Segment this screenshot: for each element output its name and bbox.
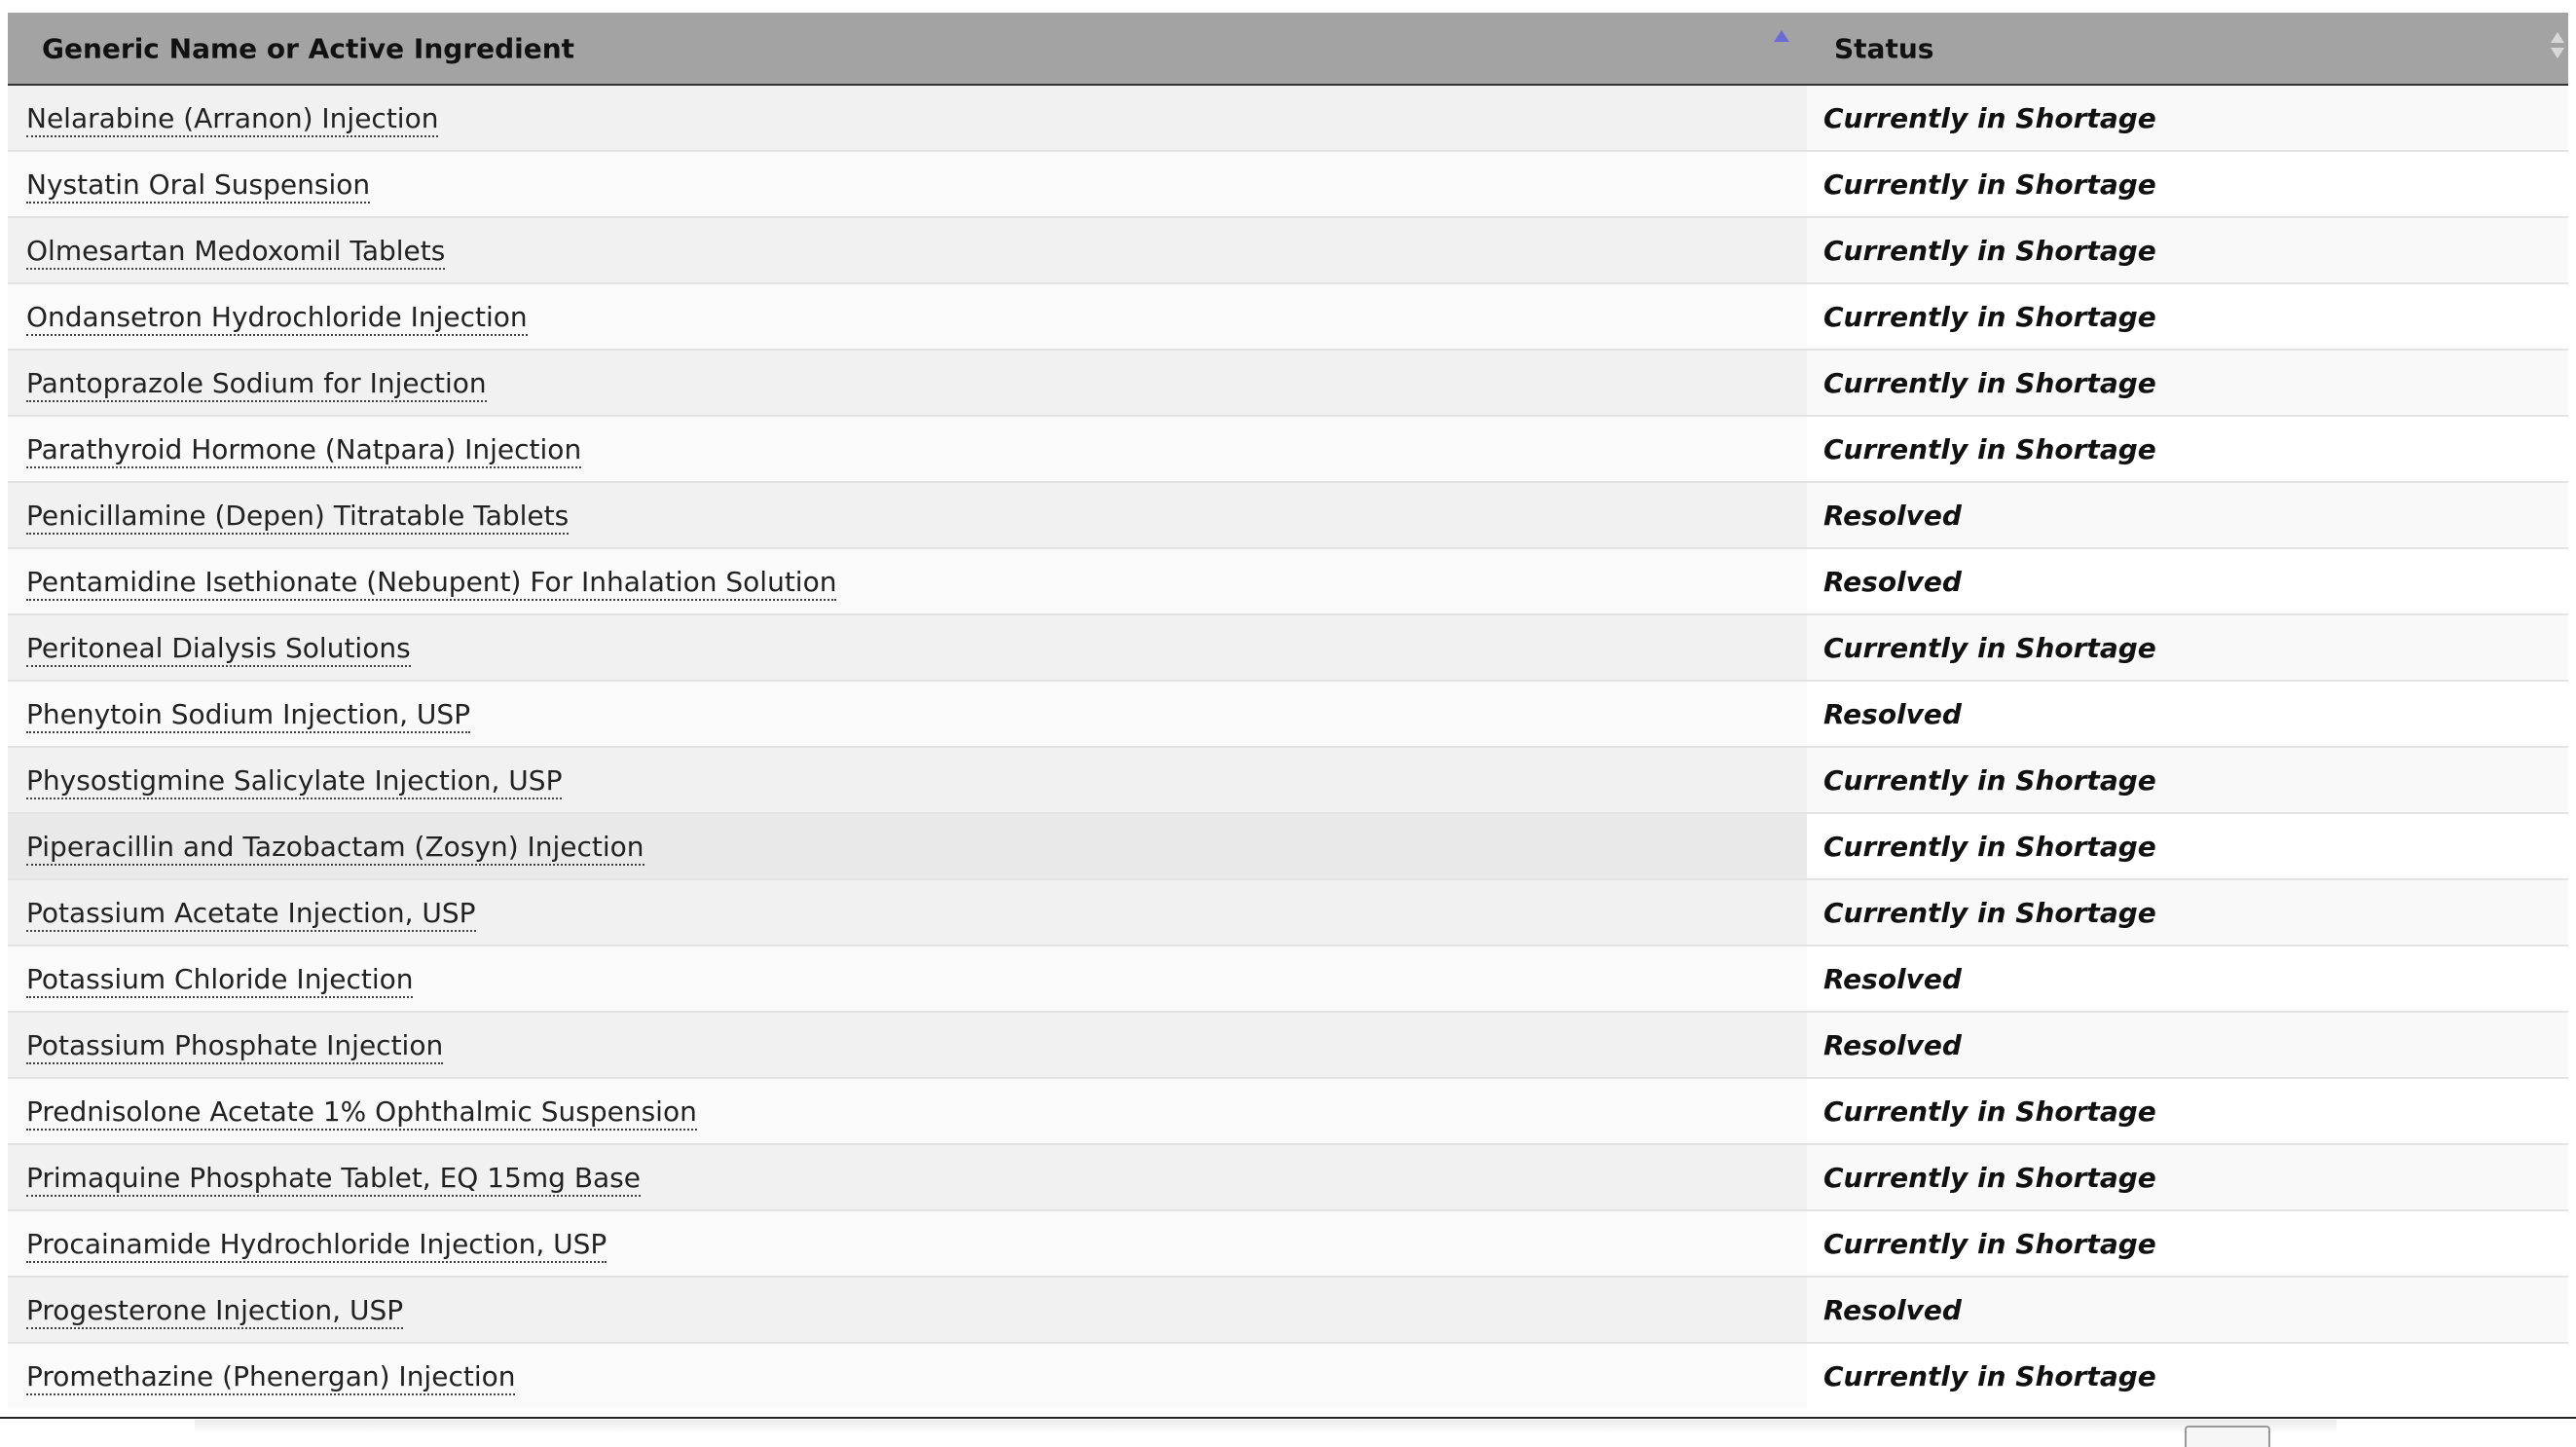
drug-name-link[interactable]: Nystatin Oral Suspension — [26, 168, 370, 204]
status-text: Currently in Shortage — [1823, 300, 2156, 333]
table-row — [8, 681, 2568, 747]
drug-name-link[interactable]: Potassium Acetate Injection, USP — [26, 897, 476, 932]
drug-name-link[interactable]: Olmesartan Medoxomil Tablets — [26, 235, 445, 270]
status-text: Currently in Shortage — [1823, 101, 2156, 134]
table-row — [8, 482, 2568, 548]
drug-name-link[interactable]: Piperacillin and Tazobactam (Zosyn) Injection — [26, 831, 644, 866]
column-header-status-label: Status — [1834, 32, 1934, 64]
status-text: Currently in Shortage — [1823, 234, 2156, 267]
drug-name-link[interactable]: Progesterone Injection, USP — [26, 1294, 403, 1329]
table-header-row — [8, 13, 2568, 85]
status-text: Currently in Shortage — [1823, 631, 2156, 664]
table-row — [8, 548, 2568, 614]
drug-name-cell — [8, 614, 1807, 681]
table-row — [8, 416, 2568, 482]
column-header-generic-name-label: Generic Name or Active Ingredient — [42, 32, 575, 64]
drug-name-link[interactable]: Parathyroid Hormone (Natpara) Injection — [26, 433, 581, 468]
drug-name-cell — [8, 946, 1807, 1012]
status-cell — [1807, 1078, 2568, 1144]
drug-name-link[interactable]: Primaquine Phosphate Tablet, EQ 15mg Base — [26, 1162, 641, 1197]
table-row — [8, 1210, 2568, 1277]
table-row — [8, 614, 2568, 681]
table-row — [8, 946, 2568, 1012]
drug-name-link[interactable]: Prednisolone Acetate 1% Ophthalmic Suspension — [26, 1095, 697, 1131]
drug-name-cell — [8, 548, 1807, 614]
drug-name-link[interactable]: Potassium Phosphate Injection — [26, 1029, 443, 1064]
drug-shortage-table-container — [8, 13, 2568, 1408]
status-text: Currently in Shortage — [1823, 432, 2156, 465]
status-text: Resolved — [1823, 499, 1962, 532]
column-header-status[interactable] — [1807, 13, 2568, 85]
drug-name-cell — [8, 283, 1807, 350]
status-cell — [1807, 283, 2568, 350]
drug-name-link[interactable]: Phenytoin Sodium Injection, USP — [26, 698, 470, 733]
drug-name-cell — [8, 350, 1807, 416]
drug-name-link[interactable]: Peritoneal Dialysis Solutions — [26, 632, 411, 667]
status-cell — [1807, 482, 2568, 548]
drug-name-cell — [8, 747, 1807, 813]
status-text: Resolved — [1823, 565, 1962, 598]
drug-name-link[interactable]: Ondansetron Hydrochloride Injection — [26, 301, 528, 336]
drug-name-link[interactable]: Potassium Chloride Injection — [26, 963, 413, 998]
status-cell — [1807, 747, 2568, 813]
column-header-generic-name[interactable] — [8, 13, 1807, 85]
table-row — [8, 813, 2568, 879]
table-body — [8, 85, 2568, 1408]
drug-name-cell — [8, 879, 1807, 946]
status-cell — [1807, 879, 2568, 946]
status-text: Resolved — [1823, 1028, 1962, 1061]
pagination-area — [195, 1420, 2337, 1433]
status-cell — [1807, 350, 2568, 416]
drug-name-cell — [8, 1012, 1807, 1078]
status-cell — [1807, 1144, 2568, 1210]
drug-name-cell — [8, 1210, 1807, 1277]
table-row — [8, 1078, 2568, 1144]
drug-name-cell — [8, 217, 1807, 283]
sort-both-icon[interactable] — [2551, 32, 2566, 63]
table-row — [8, 1144, 2568, 1210]
table-row — [8, 1277, 2568, 1343]
status-text: Currently in Shortage — [1823, 167, 2156, 201]
table-row — [8, 217, 2568, 283]
status-text: Currently in Shortage — [1823, 1161, 2156, 1194]
status-cell — [1807, 217, 2568, 283]
drug-name-cell — [8, 813, 1807, 879]
drug-name-link[interactable]: Pantoprazole Sodium for Injection — [26, 367, 487, 402]
drug-name-cell — [8, 681, 1807, 747]
drug-name-cell — [8, 1078, 1807, 1144]
table-row — [8, 747, 2568, 813]
table-row — [8, 283, 2568, 350]
status-cell — [1807, 1277, 2568, 1343]
status-text: Resolved — [1823, 697, 1962, 730]
status-cell — [1807, 151, 2568, 217]
drug-name-link[interactable]: Procainamide Hydrochloride Injection, USP — [26, 1228, 607, 1263]
drug-name-cell — [8, 151, 1807, 217]
status-text: Resolved — [1823, 1293, 1962, 1326]
table-row — [8, 350, 2568, 416]
table-row — [8, 879, 2568, 946]
drug-name-link[interactable]: Promethazine (Phenergan) Injection — [26, 1360, 515, 1395]
status-cell — [1807, 1012, 2568, 1078]
table-bottom-divider — [0, 1417, 2576, 1419]
drug-shortage-table — [8, 13, 2568, 1408]
status-cell — [1807, 1343, 2568, 1408]
status-text: Currently in Shortage — [1823, 1359, 2156, 1392]
table-row — [8, 1343, 2568, 1408]
status-cell — [1807, 416, 2568, 482]
status-cell — [1807, 614, 2568, 681]
table-row — [8, 85, 2568, 151]
sort-ascending-icon[interactable] — [1774, 30, 1789, 42]
status-text: Currently in Shortage — [1823, 1227, 2156, 1260]
status-cell — [1807, 946, 2568, 1012]
status-text: Resolved — [1823, 962, 1962, 995]
drug-name-link[interactable]: Penicillamine (Depen) Titratable Tablets — [26, 500, 569, 535]
status-cell — [1807, 1210, 2568, 1277]
status-cell — [1807, 813, 2568, 879]
status-text: Currently in Shortage — [1823, 830, 2156, 863]
status-cell — [1807, 85, 2568, 151]
table-row — [8, 1012, 2568, 1078]
table-row — [8, 151, 2568, 217]
drug-name-link[interactable]: Nelarabine (Arranon) Injection — [26, 102, 438, 137]
status-cell — [1807, 681, 2568, 747]
status-text: Currently in Shortage — [1823, 763, 2156, 797]
pagination-button[interactable] — [2185, 1426, 2270, 1447]
drug-name-link[interactable]: Physostigmine Salicylate Injection, USP — [26, 764, 562, 799]
drug-name-cell — [8, 85, 1807, 151]
status-cell — [1807, 548, 2568, 614]
drug-name-link[interactable]: Pentamidine Isethionate (Nebupent) For Inhalation Solution — [26, 566, 836, 601]
status-text: Currently in Shortage — [1823, 366, 2156, 399]
drug-name-cell — [8, 1343, 1807, 1408]
drug-name-cell — [8, 416, 1807, 482]
drug-name-cell — [8, 1277, 1807, 1343]
drug-name-cell — [8, 1144, 1807, 1210]
drug-name-cell — [8, 482, 1807, 548]
status-text: Currently in Shortage — [1823, 1095, 2156, 1128]
status-text: Currently in Shortage — [1823, 896, 2156, 929]
